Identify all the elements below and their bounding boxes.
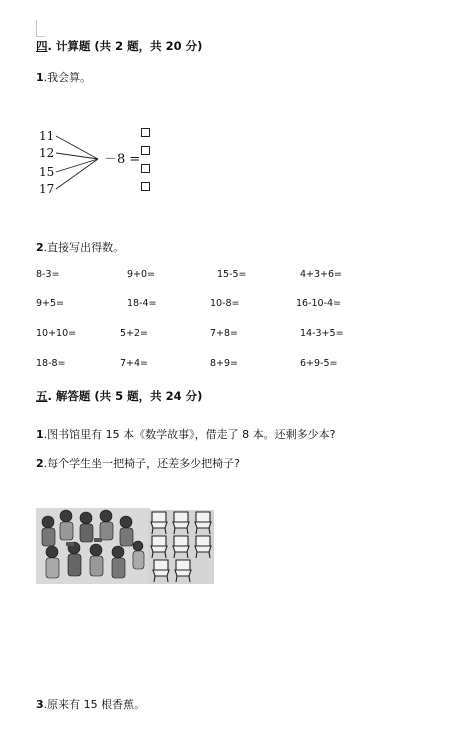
- answer-box-4[interactable]: [141, 182, 150, 191]
- section-5-heading: [36, 388, 202, 404]
- students-illustration: [36, 508, 150, 584]
- equation: 10-8=: [210, 298, 240, 309]
- answer-box-2[interactable]: [141, 146, 150, 155]
- equation: 18-4=: [127, 298, 157, 309]
- question-2-label: 2: [36, 241, 44, 254]
- section-4-heading: [36, 38, 202, 54]
- diagram-number-11: 11: [39, 129, 55, 143]
- equation: 7+8=: [210, 328, 239, 339]
- answer-box-3[interactable]: [141, 164, 150, 173]
- diagram-operation: －8 =: [104, 152, 141, 167]
- question-5-2: [36, 455, 240, 471]
- chairs-illustration: [148, 510, 214, 584]
- section-4-title: . 计算题 (共 2 题，共 20 分): [47, 39, 203, 53]
- question-5-2-text: .每个学生坐一把椅子，还差多少把椅子?: [43, 457, 240, 470]
- equation: 18-8=: [36, 358, 66, 369]
- section-5-title: . 解答题 (共 5 题，共 24 分): [47, 389, 203, 403]
- equation: 8+9=: [210, 358, 239, 369]
- question-1-label: 1: [36, 71, 44, 84]
- question-5-3-label: 3: [36, 698, 44, 711]
- diagram-number-12: 12: [39, 146, 55, 160]
- diagram-connector-lines: [56, 136, 98, 189]
- question-5-3: [36, 696, 145, 712]
- question-5-3-text: .原来有 15 根香蕉。: [43, 698, 146, 711]
- question-2: [36, 239, 124, 255]
- question-1-text: .我会算。: [43, 71, 92, 84]
- equation: 4+3+6=: [300, 269, 343, 280]
- question-5-1-text: .图书馆里有 15 本《数学故事》，借走了 8 本。还剩多少本?: [43, 428, 336, 441]
- equation: 15-5=: [217, 269, 247, 280]
- section-5-number: 五: [36, 389, 48, 403]
- diagram-number-15: 15: [39, 165, 55, 179]
- equation: 9+0=: [127, 269, 156, 280]
- equation: 9+5=: [36, 298, 65, 309]
- equation: 16-10-4=: [296, 298, 342, 309]
- equation: 7+4=: [120, 358, 149, 369]
- question-1: [36, 69, 91, 85]
- answer-box-1[interactable]: [141, 128, 150, 137]
- question-5-1: [36, 426, 335, 442]
- equation: 10+10=: [36, 328, 77, 339]
- page-corner-mark: [36, 20, 45, 37]
- diagram-number-17: 17: [39, 182, 55, 196]
- equation: 8-3=: [36, 269, 60, 280]
- equation: 14-3+5=: [300, 328, 344, 339]
- question-5-2-label: 2: [36, 457, 44, 470]
- question-5-1-label: 1: [36, 428, 44, 441]
- equation: 6+9-5=: [300, 358, 338, 369]
- equation: 5+2=: [120, 328, 149, 339]
- question-2-text: .直接写出得数。: [43, 241, 125, 254]
- section-4-number: 四: [36, 39, 48, 53]
